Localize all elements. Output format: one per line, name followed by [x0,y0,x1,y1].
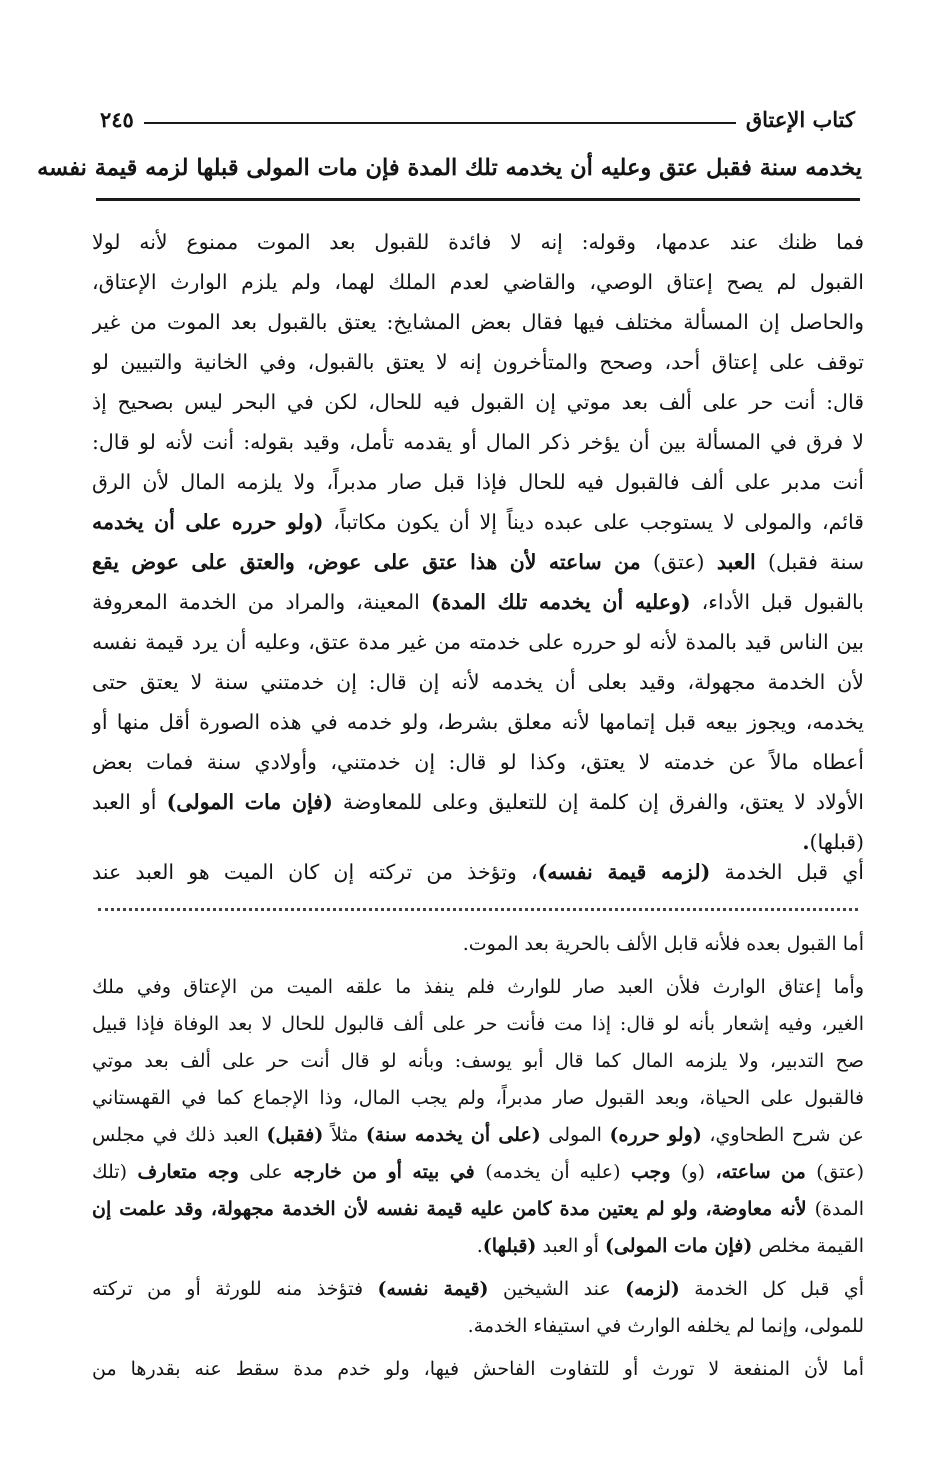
commentary-line [92,662,864,702]
text-run: المولى [540,1124,610,1146]
quoted-matn: (فقبل) [266,1124,324,1146]
commentary-line [92,382,864,422]
quoted-matn: لأنه معاوضة، ولو لم يعتين مدة كامن عليه قيمة نفسه لأن الخدمة مجهولة، وقد علمت إن [92,1198,815,1220]
commentary-line [92,542,864,582]
footnote-line [92,1080,864,1117]
matn-divider [96,198,860,201]
quoted-matn: (وعليه أن يخدمه تلك المدة) [430,590,691,614]
commentary-continuation [92,852,864,892]
commentary-line [92,782,864,822]
quoted-matn: (فإن مات المولى) [604,1235,753,1257]
text-run: قال: أنت حر على ألف بعد موتي إن القبول فيه للحال، لكن في البحر ليس بصحيح إذ [92,390,864,414]
text-run: والحاصل إن المسألة مختلف فيها فقال بعض المشايخ: يعتق بالقبول بعد الموت من غير [92,310,864,334]
text-run: بين الناس قيد بالمدة لأنه لو حرره على خدمته من غير مدة عتق، وعليه أن يرد قيمة نفسه [92,630,864,654]
commentary-line [92,462,864,502]
commentary-line [92,502,864,542]
text-run: الأولاد لا يعتق، والفرق إن كلمة إن للتعليق وعلى للمعاوضة [332,790,864,814]
text-run: القبول لم يصح إعتاق الوصي، والقاضي لعدم الملك لهما، ولم يلزم الوارث الإعتاق، [92,270,864,294]
text-run: على [249,1161,283,1183]
text-run: صح التدبير، ولا يلزمه المال كما قال أبو يوسف: وبأنه لو قال أنت حر على ألف بعد موتي [92,1050,864,1072]
text-run: سنة فقبل) [768,550,864,574]
text-run: القيمة مخلص [752,1235,864,1257]
quoted-matn: (قيمة نفسه) [377,1278,489,1300]
matn-text: يخدمه سنة فقبل عتق وعليه أن يخدمه تلك المدة فإن مات المولى قبلها لزمه قيمة نفسه [37,155,862,181]
text-run: ، وتؤخذ من تركته إن كان الميت هو العبد عند [92,860,538,884]
footnotes-block [92,926,864,1388]
commentary-line [92,302,864,342]
footnote-line [92,1154,864,1191]
quoted-matn: في بيته أو من خارجه [282,1161,486,1183]
text-run: فما ظنك عند عدمها، وقوله: إنه لا فائدة للقبول بعد الموت ممنوع لأنه لولا [92,230,864,254]
quoted-matn: (على أن يخدمه سنة) [365,1124,541,1146]
quoted-matn: . [802,830,810,854]
footnote-line [92,1228,864,1265]
text-run: توقف على إعتاق أحد، وصحح والمتأخرون إنه لا يعتق بالقبول، وفي الخانية والتبيين لو [92,350,864,374]
text-run: فالقبول على الحياة، وبعد القبول صار مدبراً، ولم يجب المال، وذا الإجماع كما في القهستاني [92,1087,864,1109]
commentary-line [92,702,864,742]
footnote-line [92,1117,864,1154]
running-header [100,90,855,130]
commentary-line [92,742,864,782]
commentary-line [92,222,864,262]
text-run: (تلك [92,1161,128,1183]
text-run: عند الشيخين [488,1278,626,1300]
text-run: العبد ذلك في مجلس [92,1124,267,1146]
text-run: (عليه أن يخدمه) [485,1161,621,1183]
text-run: مثلاً [323,1124,366,1146]
text-run: أي قبل الخدمة [710,860,864,884]
text-run: للمولى، وإنما لم يخلفه الوارث في استيفاء الخدمة. [467,1315,864,1337]
footnote-line [92,926,864,963]
text-run: . [476,1235,483,1257]
footnote-line [92,969,864,1006]
text-run: (عتق) [652,550,705,574]
quoted-matn: من ساعته، [705,1161,817,1183]
quoted-matn: (ولو حرره على أن يخدمه [92,510,324,534]
text-run: المعينة، والمراد من الخدمة المعروفة [92,590,431,614]
footnote-line [92,1351,864,1388]
header-rule [144,122,736,124]
book-title: كتاب الإعتاق [745,107,855,132]
footnote-line [92,1043,864,1080]
quoted-matn: (فإن مات المولى) [166,790,333,814]
footnote-line [92,1271,864,1308]
text-run: لا فرق في المسألة بين أن يؤخر ذكر المال أو يقدمه تأمل، وقيد بقوله: أنت لأنه لو قال: [92,430,864,454]
text-run: أعطاه مالاً عن خدمته لا يعتق، وكذا لو قال: إن خدمتني، وأولادي سنة فمات بعض [92,750,864,774]
quoted-matn: (قبلها) [482,1235,537,1257]
commentary-line [92,852,864,892]
commentary-line [92,262,864,302]
footnote-separator [98,908,858,911]
quoted-matn: (لزمه قيمة نفسه) [537,860,711,884]
footnote-line [92,1308,864,1345]
text-run: الغير، وفيه إشعار بأنه لو قال: إذا مت فأنت حر على ألف قالبول للحال لا بعد الوفاة فإذا قبيل [92,1013,864,1035]
text-run: أما لأن المنفعة لا تورث أو للتفاوت الفاحش فيها، ولو خدم مدة سقط عنه بقدرها من [92,1358,864,1380]
text-run: المدة) [814,1198,864,1220]
page-number: ٢٤٥ [100,107,134,132]
text-run: أنت مدبر على ألف فالقبول فيه للحال فإذا قبل صار مدبراً، ولا يلزمه المال لأن الرق [92,470,864,494]
footnote-line [92,1191,864,1228]
text-run: عن شرح الطحاوي، [701,1124,864,1146]
commentary-line [92,582,864,622]
text-run: قائم، والمولى لا يستوجب على عبده ديناً إلا أن يكون مكاتباً، [323,510,864,534]
commentary-line [92,622,864,662]
text-run: يخدمه، ويجوز بيعه قبل إتمامها لأنه معلق بشرط، ولو خدمه في هذه الصورة أقل منها أو [92,710,864,734]
quoted-matn: العبد [704,550,769,574]
commentary-line [92,422,864,462]
text-run: لأن الخدمة مجهولة، وقيد بعلى أن يخدمه لأنه إن قال: إن خدمتني سنة لا يعتق حتى [92,670,864,694]
text-run: (و) [681,1161,706,1183]
text-run: أو العبد [92,790,167,814]
quoted-matn: وجه متعارف [127,1161,250,1183]
text-run: أي قبل كل الخدمة [679,1278,864,1300]
quoted-matn: (ولو حرره) [609,1124,702,1146]
text-run: فتؤخذ منه للورثة أو من تركته [92,1278,378,1300]
text-run: (عتق) [816,1161,864,1183]
commentary-line [92,342,864,382]
quoted-matn: من ساعته لأن هذا عتق على عوض، والعتق على عوض يقع [92,550,653,574]
text-run: بالقبول قبل الأداء، [690,590,864,614]
quoted-matn: (لزمه) [625,1278,680,1300]
footnote-line [92,1006,864,1043]
text-run: (قبلها) [809,830,864,854]
text-run: أو العبد [536,1235,605,1257]
quoted-matn: وجب [620,1161,682,1183]
text-run: وأما إعتاق الوارث فلأن العبد صار للوارث فلم ينفذ ما علقه الميت من الإعتاق وفي ملك [92,976,864,998]
commentary-block [92,222,864,862]
text-run: أما القبول بعده فلأنه قابل الألف بالحرية بعد الموت. [462,933,864,955]
